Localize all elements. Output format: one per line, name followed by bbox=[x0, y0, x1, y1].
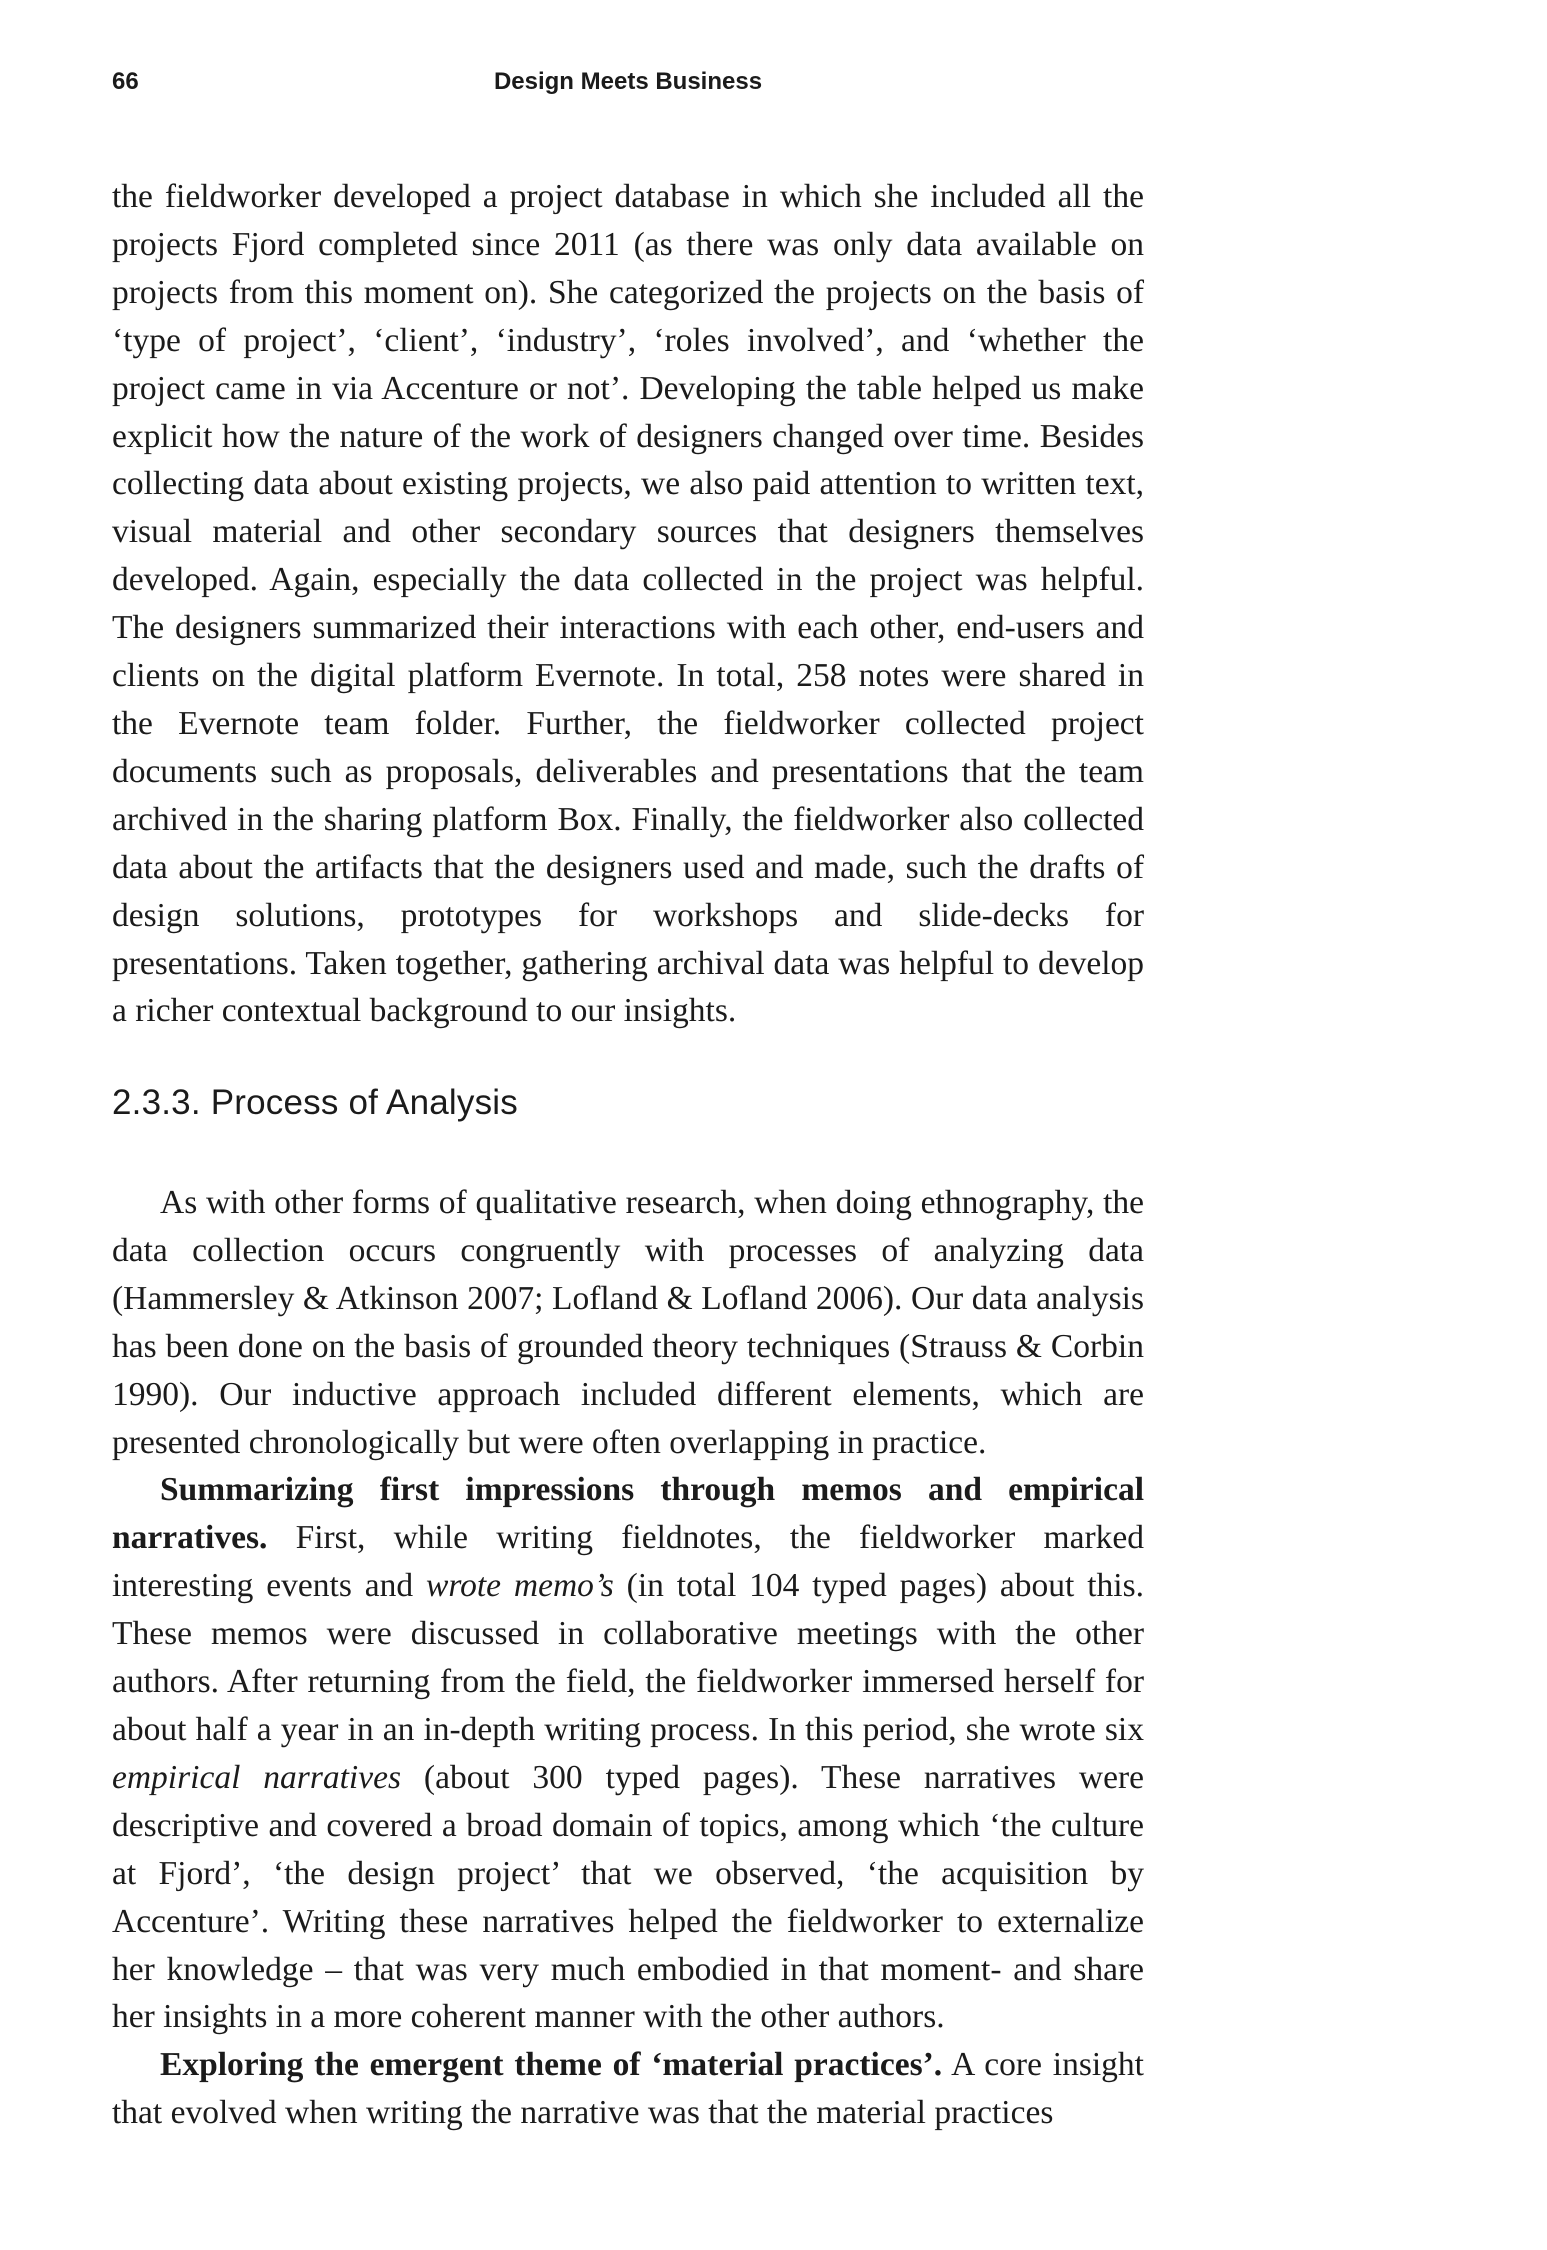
body-text-bottom bbox=[112, 1179, 1144, 2137]
section-heading: 2.3.3. Process of Analysis bbox=[112, 1083, 518, 1122]
paragraph-memos bbox=[112, 1466, 1144, 2041]
running-title: Design Meets Business bbox=[493, 68, 763, 95]
italic-term-narratives: empirical narratives bbox=[112, 1758, 402, 1796]
page-number: 66 bbox=[112, 68, 139, 95]
paragraph-intro: As with other forms of qualitative research, when doing ethnography, the data collection occurs congruently with processes of analyzing data (Hammersley & Atkinson 2007; Lofland & Lofland 2006). Our data analysis has been done on the basis of grounded theory techniques (Strauss & Corbin 1990). Our inductive approach included different elements, which are presented chronologically but were often overlapping in practice. bbox=[112, 1184, 1144, 1461]
paragraph-memos-text-c: (about 300 typed pages). These narratives were descriptive and covered a broad domain of topics, among which ‘the culture at Fjord’, ‘the design project’ that we observed, ‘the acquisition by Accenture’. Writing these narratives helped the fieldworker to externalize her knowledge – that was very much embodied in that moment- and share her insights in a more coherent manner with the other authors. bbox=[112, 1758, 1144, 2036]
paragraph-material-text: A core insight that evolved when writing the narrative was that the material practices bbox=[112, 2046, 1144, 2132]
paragraph-material-practices bbox=[112, 2041, 1144, 2137]
run-in-heading-memos: Summarizing first impressions through memos and empirical narratives. bbox=[112, 1471, 1144, 1557]
body-text-top bbox=[112, 173, 1144, 1035]
italic-term-memos: wrote memo’s bbox=[425, 1567, 614, 1605]
paragraph-continued: the fieldworker developed a project database in which she included all the projects Fjord completed since 2011 (as there was only data available on projects from this moment on). She categorized the projects on the basis of ‘type of project’, ‘client’, ‘industry’, ‘roles involved’, and ‘whether the project came in via Accenture or not’. Developing the table helped us make explicit how the nature of the work of designers changed over time. Besides collecting data about existing projects, we also paid attention to written text, visual material and other secondary sources that designers themselves developed. Again, especially the data collected in the project was helpful. The designers summarized their interactions with each other, end-users and clients on the digital platform Evernote. In total, 258 notes were shared in the Evernote team folder. Further, the fieldworker collected project documents such as proposals, deliverables and presentations that the team archived in the sharing platform Box. Finally, the fieldworker also collected data about the artifacts that the designers used and made, such the drafts of design solutions, prototypes for workshops and slide-decks for presentations. Taken together, gathering archival data was helpful to develop a richer contextual background to our insights. bbox=[112, 178, 1144, 1030]
running-header bbox=[112, 68, 1144, 102]
run-in-heading-material: Exploring the emergent theme of ‘material practices’. bbox=[160, 2046, 943, 2084]
paragraph-memos-text-b: (in total 104 typed pages) about this. These memos were discussed in collaborative meetings with the other authors. After returning from the field, the fieldworker immersed herself for about half a year in an in-depth writing process. In this period, she wrote six bbox=[112, 1567, 1144, 1748]
paragraph-memos-text-a: First, while writing fieldnotes, the fieldworker marked interesting events and bbox=[112, 1519, 1144, 1605]
